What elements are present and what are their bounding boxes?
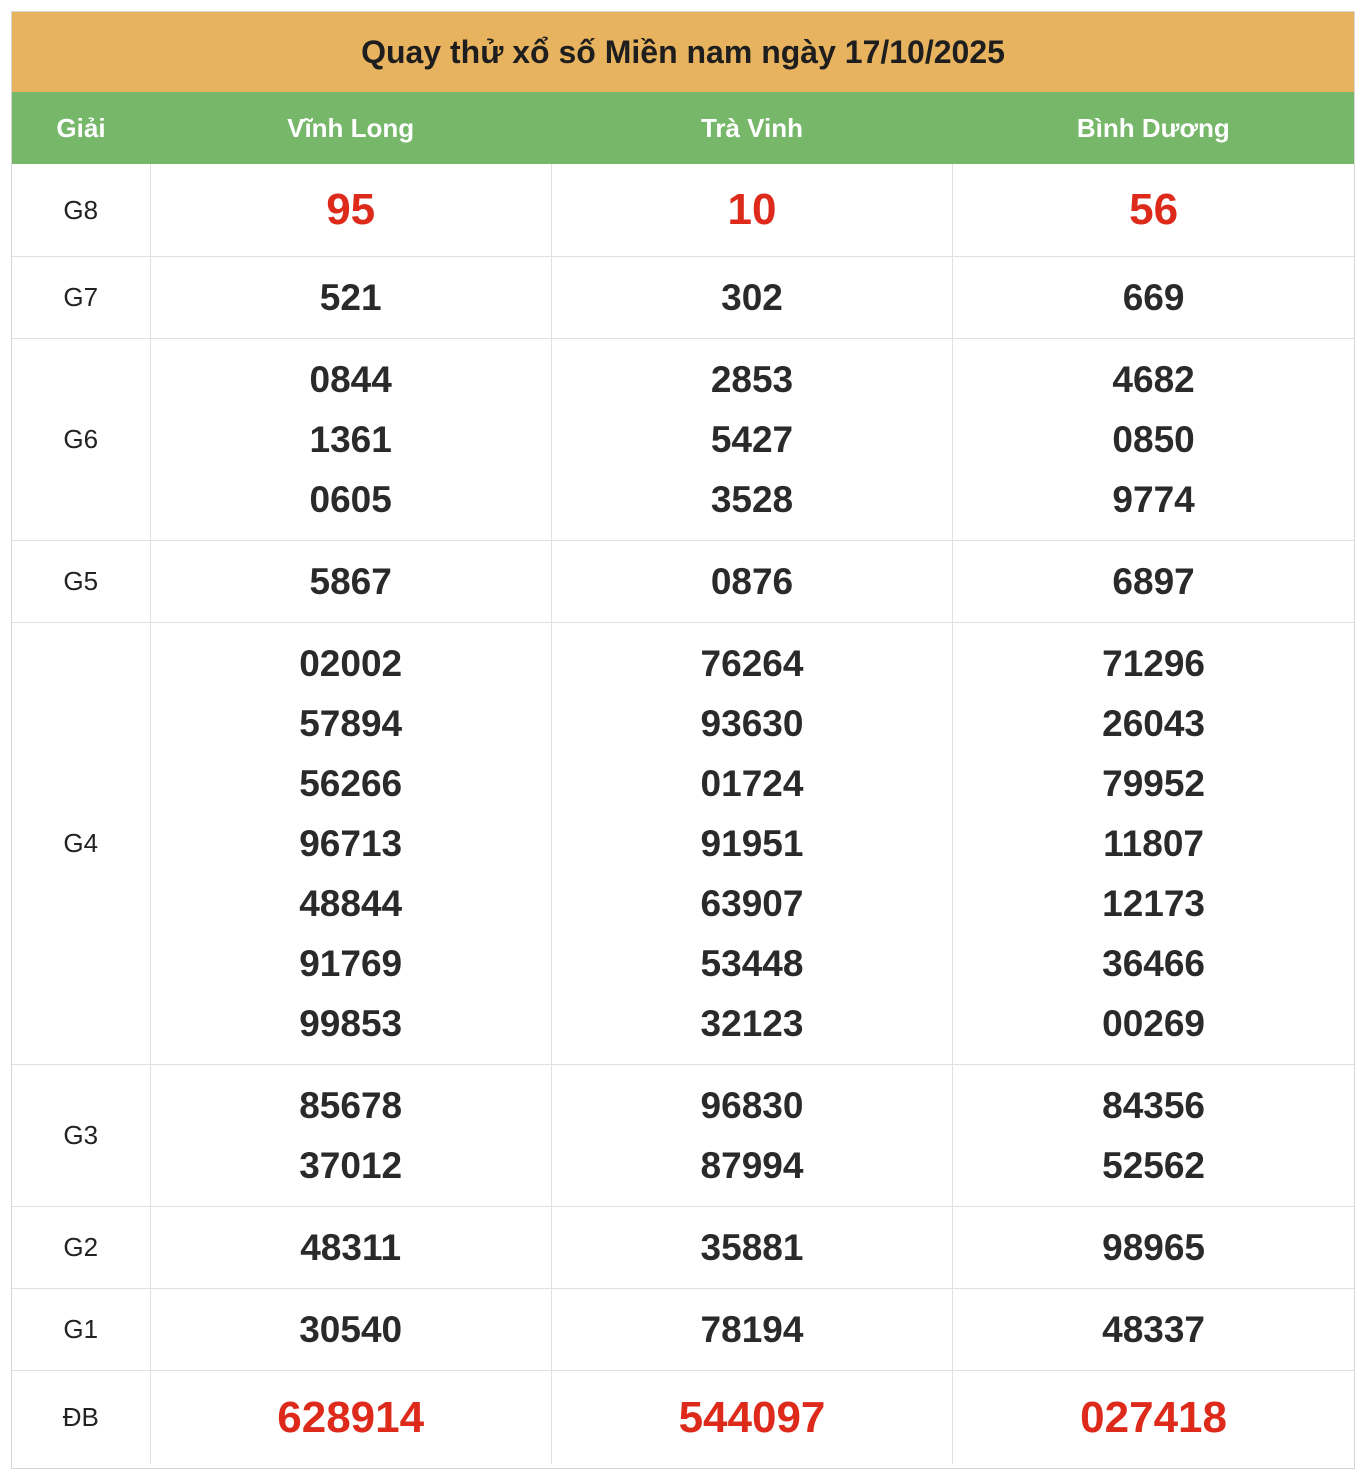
result-cell-col1	[150, 623, 551, 1065]
result-cell-col2	[551, 1371, 952, 1465]
table-row-g6	[12, 339, 1354, 541]
result-cell-col3	[953, 1065, 1354, 1207]
result-number: 96830	[700, 1084, 804, 1126]
result-number: 53448	[700, 942, 804, 984]
result-number: 95	[326, 185, 376, 234]
result-number: 00269	[1102, 1002, 1206, 1044]
result-number: 5427	[710, 418, 794, 460]
prize-label: G8	[12, 164, 150, 257]
result-number: 48311	[300, 1226, 402, 1268]
result-number: 48844	[299, 882, 403, 924]
result-number: 2853	[710, 358, 794, 400]
table-row-g4	[12, 623, 1354, 1065]
result-cell-col2	[551, 257, 952, 339]
result-cell-col1	[150, 1065, 551, 1207]
result-cell-col2	[551, 164, 952, 257]
result-number: 36466	[1102, 942, 1206, 984]
result-cell-col1	[150, 164, 551, 257]
table-row-g3	[12, 1065, 1354, 1207]
result-number: 57894	[299, 702, 403, 744]
result-number: 9774	[1112, 478, 1195, 520]
result-number: 26043	[1102, 702, 1206, 744]
prize-label: G7	[12, 257, 150, 339]
result-cell-col2	[551, 1207, 952, 1289]
results-card	[11, 11, 1355, 1469]
result-number: 10	[727, 185, 777, 234]
prize-label: G2	[12, 1207, 150, 1289]
result-number: 521	[319, 276, 382, 318]
result-number: 11807	[1103, 822, 1204, 864]
result-number: 6897	[1112, 560, 1195, 602]
result-number: 91951	[700, 822, 804, 864]
result-cell-col3	[953, 339, 1354, 541]
prize-label: G1	[12, 1289, 150, 1371]
result-number: 628914	[277, 1392, 425, 1442]
result-number: 71296	[1102, 642, 1206, 684]
result-cell-col1	[150, 1207, 551, 1289]
result-cell-col1	[150, 541, 551, 623]
result-cell-col2	[551, 339, 952, 541]
result-number: 96713	[299, 822, 403, 864]
result-number: 85678	[299, 1084, 403, 1126]
result-number: 0844	[309, 358, 392, 400]
table-row-g8	[12, 164, 1354, 257]
result-number: 0876	[710, 560, 794, 602]
page-title: Quay thử xổ số Miền nam ngày 17/10/2025	[12, 12, 1354, 92]
result-number: 91769	[299, 942, 403, 984]
result-number: 02002	[299, 642, 403, 684]
result-number: 63907	[700, 882, 804, 924]
result-number: 52562	[1102, 1144, 1206, 1186]
result-number: 98965	[1102, 1226, 1206, 1268]
result-cell-col3	[953, 541, 1354, 623]
result-number: 027418	[1080, 1392, 1227, 1442]
result-number: 302	[721, 276, 783, 318]
result-number: 4682	[1112, 358, 1195, 400]
result-number: 87994	[700, 1144, 804, 1186]
result-number: 84356	[1102, 1084, 1206, 1126]
header-province-3[interactable]: Bình Dương	[953, 92, 1354, 164]
result-cell-col1	[150, 257, 551, 339]
result-cell-col2	[551, 541, 952, 623]
results-table	[12, 92, 1354, 1464]
result-number: 12173	[1102, 882, 1206, 924]
result-cell-col3	[953, 257, 1354, 339]
result-number: 3528	[710, 478, 794, 520]
result-cell-col3	[953, 1207, 1354, 1289]
result-number: 35881	[700, 1226, 804, 1268]
result-number: 1361	[309, 418, 392, 460]
result-number: 78194	[700, 1308, 804, 1350]
result-number: 56	[1129, 185, 1179, 234]
result-number: 56266	[299, 762, 403, 804]
prize-label: ĐB	[12, 1371, 150, 1465]
result-cell-col1	[150, 1289, 551, 1371]
result-number: 5867	[309, 560, 392, 602]
result-number: 79952	[1102, 762, 1206, 804]
header-province-1[interactable]: Vĩnh Long	[150, 92, 551, 164]
table-header-row	[12, 92, 1354, 164]
prize-label: G6	[12, 339, 150, 541]
result-number: 0605	[309, 478, 392, 520]
result-number: 93630	[700, 702, 804, 744]
result-cell-col2	[551, 1289, 952, 1371]
result-number: 669	[1122, 276, 1185, 318]
result-number: 76264	[700, 642, 804, 684]
prize-label: G3	[12, 1065, 150, 1207]
result-number: 01724	[700, 762, 804, 804]
result-cell-col3	[953, 623, 1354, 1065]
result-cell-col2	[551, 1065, 952, 1207]
result-number: 0850	[1112, 418, 1195, 460]
result-number: 99853	[299, 1002, 403, 1044]
result-number: 544097	[678, 1392, 826, 1442]
result-cell-col2	[551, 623, 952, 1065]
table-row-g7	[12, 257, 1354, 339]
table-row-g1	[12, 1289, 1354, 1371]
table-row-g2	[12, 1207, 1354, 1289]
result-number: 32123	[700, 1002, 804, 1044]
result-number: 48337	[1102, 1308, 1206, 1350]
table-row-db	[12, 1371, 1354, 1465]
result-number: 37012	[299, 1144, 403, 1186]
prize-label: G5	[12, 541, 150, 623]
table-row-g5	[12, 541, 1354, 623]
prize-label: G4	[12, 623, 150, 1065]
result-cell-col3	[953, 164, 1354, 257]
header-province-2[interactable]: Trà Vinh	[551, 92, 952, 164]
result-cell-col3	[953, 1371, 1354, 1465]
result-cell-col1	[150, 1371, 551, 1465]
header-prize: Giải	[12, 92, 150, 164]
result-cell-col3	[953, 1289, 1354, 1371]
result-cell-col1	[150, 339, 551, 541]
result-number: 30540	[299, 1308, 403, 1350]
